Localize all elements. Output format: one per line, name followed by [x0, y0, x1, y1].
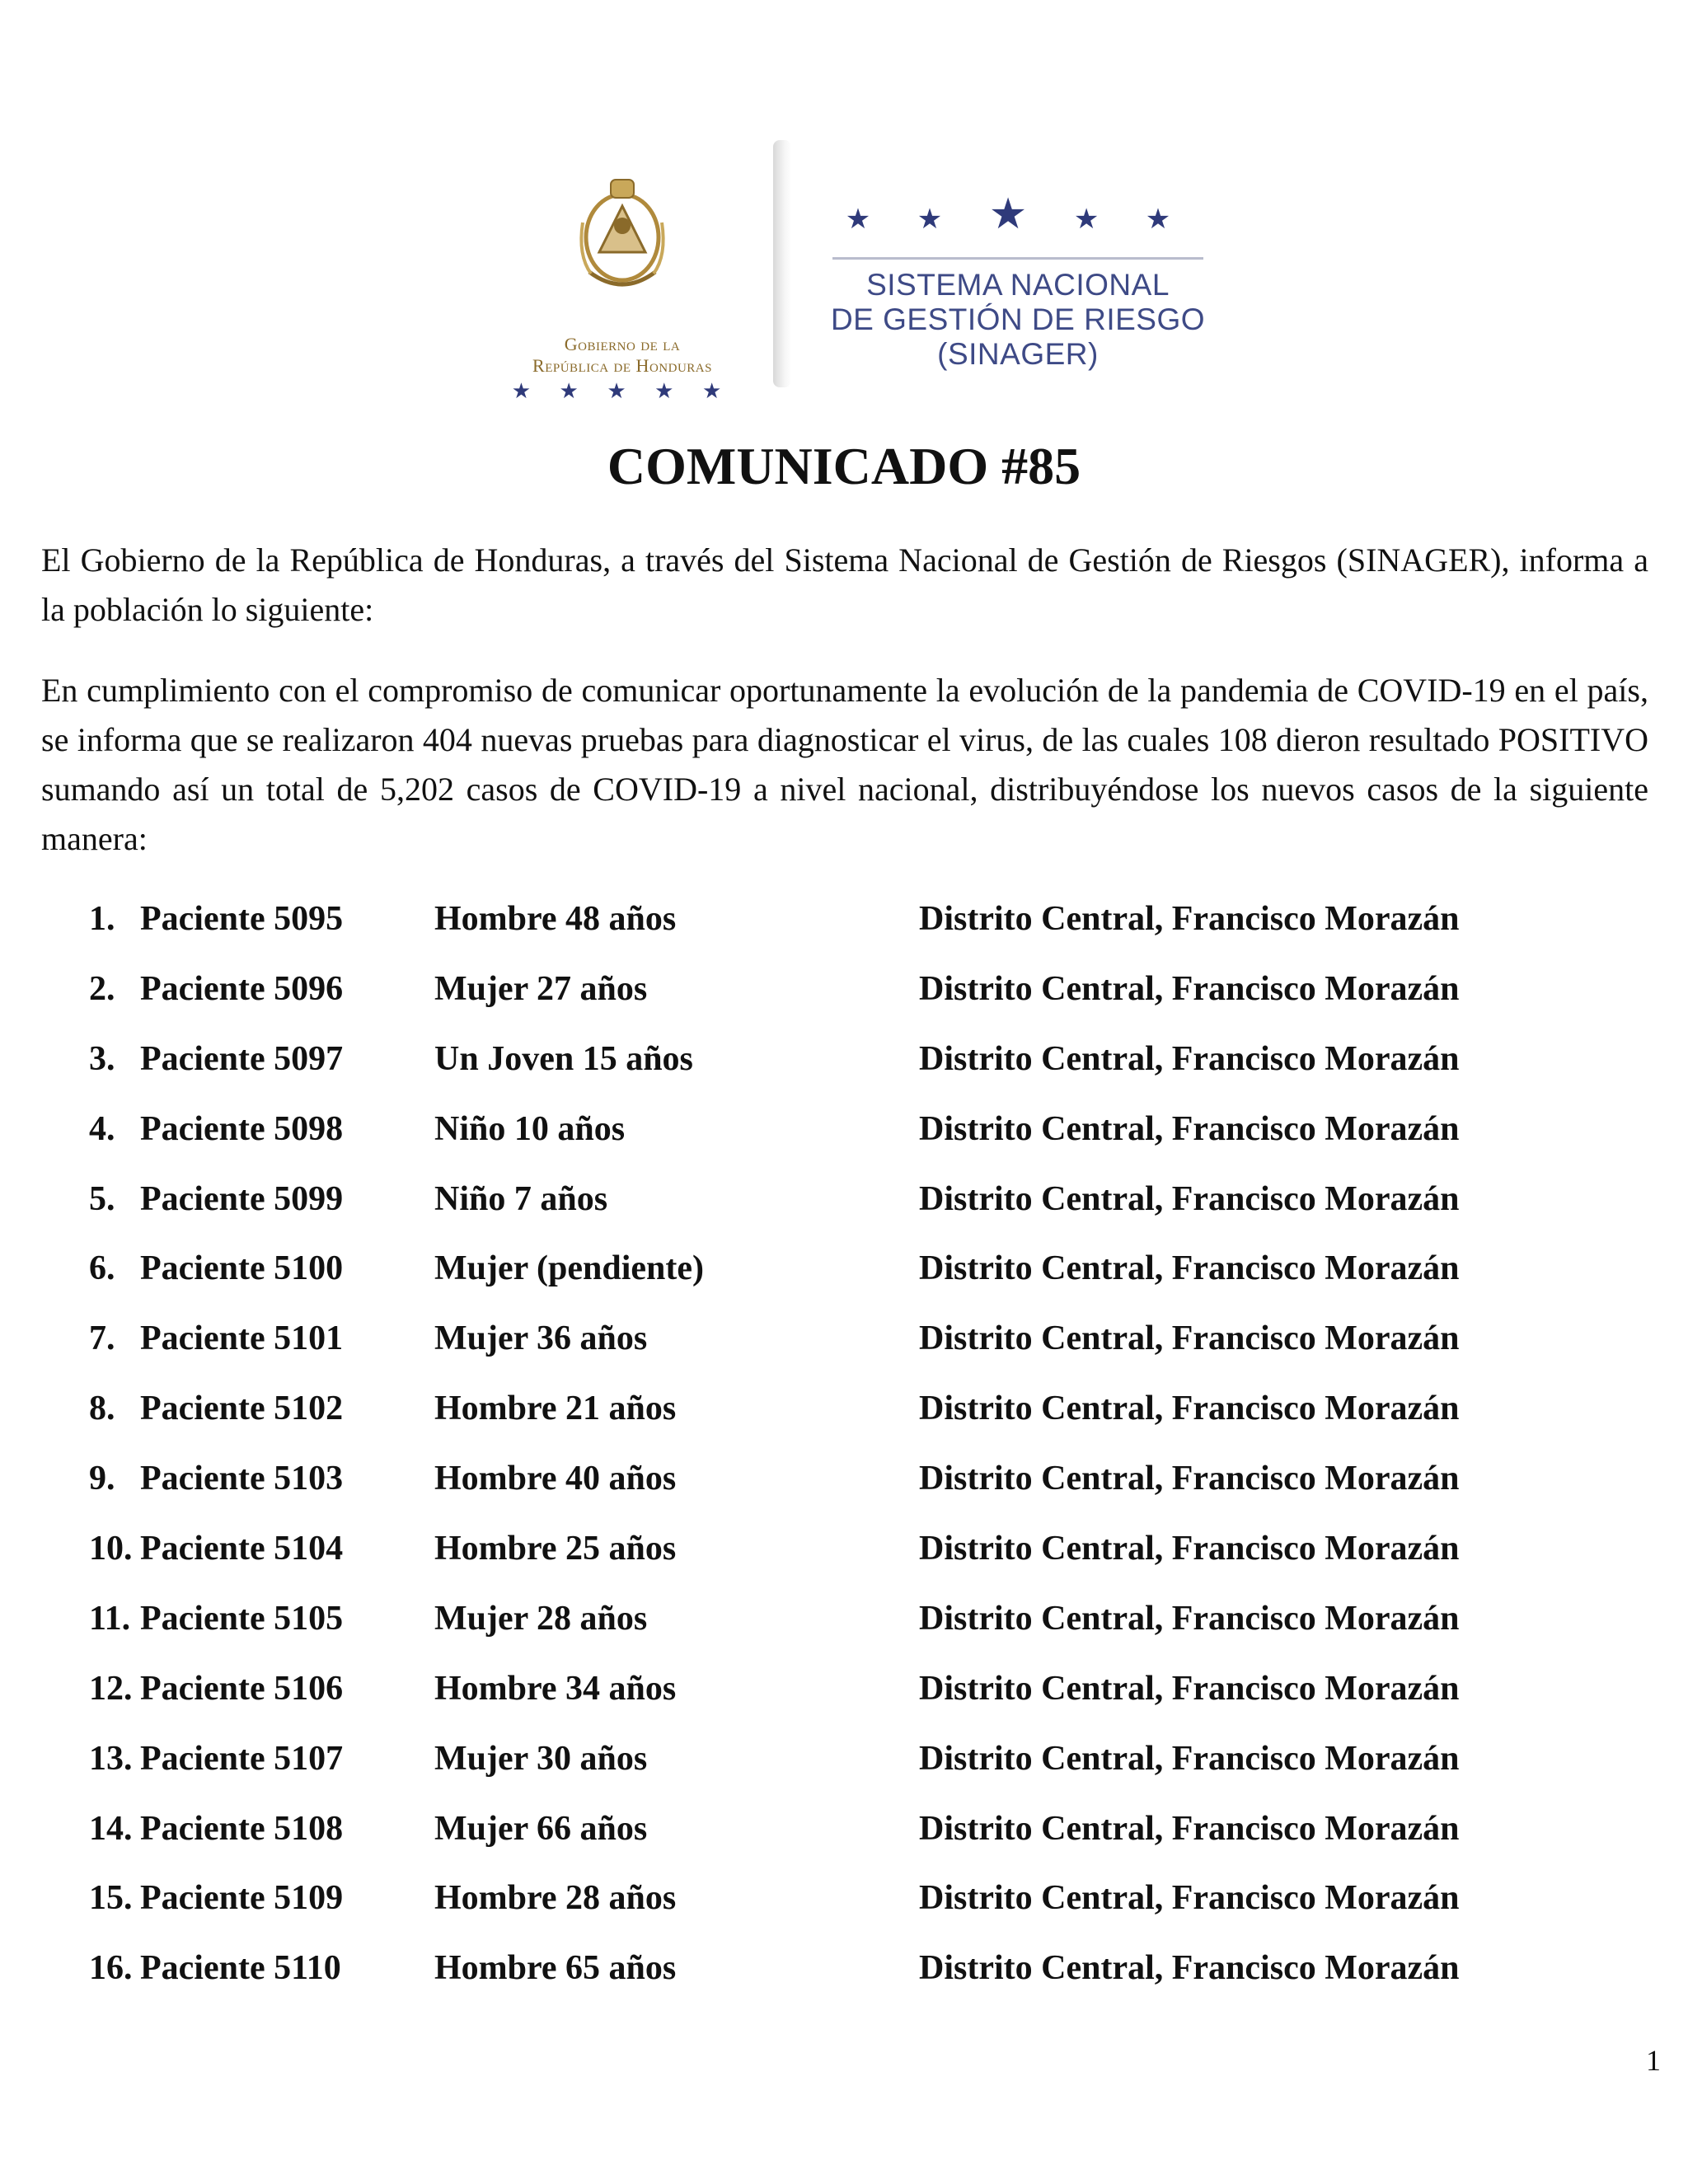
case-patient: Paciente 5106: [140, 1669, 344, 1708]
list-item: [41, 1170, 1648, 1240]
case-description: Mujer (pendiente): [434, 1249, 704, 1288]
list-item: [41, 1660, 1648, 1730]
case-patient: Paciente 5105: [140, 1599, 344, 1638]
case-description: Hombre 28 años: [434, 1879, 677, 1918]
case-number: 6.: [89, 1249, 115, 1288]
list-item: [41, 1310, 1648, 1380]
list-item: [41, 1939, 1648, 2009]
case-description: Hombre 21 años: [434, 1390, 677, 1428]
case-number: 10.: [89, 1530, 133, 1568]
case-patient: Paciente 5099: [140, 1179, 344, 1218]
sinager-name-line1: SISTEMA NACIONAL: [866, 268, 1170, 302]
case-location: Distrito Central, Francisco Morazán: [919, 1809, 1460, 1848]
case-patient: Paciente 5100: [140, 1249, 344, 1288]
case-patient: Paciente 5110: [140, 1949, 341, 1988]
case-location: Distrito Central, Francisco Morazán: [919, 1039, 1460, 1078]
case-description: Hombre 25 años: [434, 1530, 677, 1568]
government-stars-icon: ★ ★ ★ ★ ★: [511, 379, 734, 403]
sinager-rule: [832, 257, 1203, 260]
government-name-line1: Gobierno de la: [564, 334, 681, 354]
case-number: 2.: [89, 969, 115, 1008]
case-patient: Paciente 5101: [140, 1319, 344, 1358]
case-location: Distrito Central, Francisco Morazán: [919, 1460, 1460, 1498]
list-item: [41, 1100, 1648, 1170]
government-name-line2: República de Honduras: [532, 355, 712, 376]
list-item: [41, 1380, 1648, 1450]
document-header: [495, 140, 1220, 403]
list-item: [41, 1869, 1648, 1939]
case-number: 1.: [89, 900, 115, 938]
case-description: Mujer 66 años: [434, 1809, 648, 1848]
case-description: Hombre 48 años: [434, 900, 677, 938]
case-number: 8.: [89, 1390, 115, 1428]
case-number: 12.: [89, 1669, 133, 1708]
case-location: Distrito Central, Francisco Morazán: [919, 1669, 1460, 1708]
list-item: [41, 1730, 1648, 1800]
case-number: 16.: [89, 1949, 133, 1988]
case-number: 13.: [89, 1739, 133, 1778]
list-item: [41, 1590, 1648, 1660]
case-location: Distrito Central, Francisco Morazán: [919, 1109, 1460, 1148]
sinager-name: [824, 268, 1212, 372]
case-patient: Paciente 5108: [140, 1809, 344, 1848]
logo-divider: [773, 140, 791, 387]
case-description: Hombre 34 años: [434, 1669, 677, 1708]
case-patient: Paciente 5095: [140, 900, 344, 938]
case-patient: Paciente 5097: [140, 1039, 344, 1078]
case-number: 9.: [89, 1460, 115, 1498]
sinager-stars-icon: ★ ★ ★ ★ ★: [845, 191, 1191, 238]
case-location: Distrito Central, Francisco Morazán: [919, 1530, 1460, 1568]
list-item: [41, 1520, 1648, 1590]
case-description: Niño 7 años: [434, 1179, 608, 1218]
case-location: Distrito Central, Francisco Morazán: [919, 1879, 1460, 1918]
case-location: Distrito Central, Francisco Morazán: [919, 1249, 1460, 1288]
list-item: [41, 1450, 1648, 1520]
case-patient: Paciente 5098: [140, 1109, 344, 1148]
case-patient: Paciente 5096: [140, 969, 344, 1008]
case-number: 4.: [89, 1109, 115, 1148]
document-title: COMUNICADO #85: [607, 437, 1081, 495]
list-item: [41, 1800, 1648, 1870]
case-patient: Paciente 5107: [140, 1739, 344, 1778]
case-number: 3.: [89, 1039, 115, 1078]
case-number: 5.: [89, 1179, 115, 1218]
intro-paragraph: El Gobierno de la República de Honduras, a través del Sistema Nacional de Gestión de Riesgos (SINAGER), informa a la población lo siguiente:: [41, 541, 1648, 628]
case-patient: Paciente 5102: [140, 1390, 344, 1428]
government-logo: [495, 173, 750, 403]
cases-list: [41, 890, 1648, 2009]
case-number: 15.: [89, 1879, 133, 1918]
sinager-logo: [824, 190, 1212, 387]
case-location: Distrito Central, Francisco Morazán: [919, 969, 1460, 1008]
case-number: 11.: [89, 1599, 131, 1638]
case-description: Hombre 40 años: [434, 1460, 677, 1498]
case-location: Distrito Central, Francisco Morazán: [919, 1179, 1460, 1218]
page-number: 1: [1646, 2044, 1661, 2077]
case-description: Hombre 65 años: [434, 1949, 677, 1988]
case-description: Mujer 28 años: [434, 1599, 648, 1638]
case-number: 14.: [89, 1809, 133, 1848]
list-item: [41, 960, 1648, 1030]
case-location: Distrito Central, Francisco Morazán: [919, 1949, 1460, 1988]
sinager-name-line3: (SINAGER): [937, 337, 1099, 371]
list-item: [41, 1240, 1648, 1310]
list-item: [41, 890, 1648, 960]
government-name: [495, 334, 750, 377]
case-location: Distrito Central, Francisco Morazán: [919, 1319, 1460, 1358]
case-patient: Paciente 5109: [140, 1879, 344, 1918]
case-location: Distrito Central, Francisco Morazán: [919, 900, 1460, 938]
sinager-name-line2: DE GESTIÓN DE RIESGO: [830, 302, 1206, 336]
case-description: Niño 10 años: [434, 1109, 626, 1148]
case-patient: Paciente 5104: [140, 1530, 344, 1568]
case-location: Distrito Central, Francisco Morazán: [919, 1390, 1460, 1428]
case-description: Mujer 30 años: [434, 1739, 648, 1778]
body-paragraph: En cumplimiento con el compromiso de comunicar oportunamente la evolución de la pandemia de COVID-19 en el país, se informa que se realizaron 404 nuevas pruebas para diagnosticar el virus, de las cuales 108 dieron resultado POSITIVO sumando así un total de 5,202 casos de COVID-19 a nivel nacional, distribuyéndose los nuevos casos de la siguiente manera:: [41, 672, 1648, 857]
case-number: 7.: [89, 1319, 115, 1358]
case-description: Mujer 36 años: [434, 1319, 648, 1358]
case-patient: Paciente 5103: [140, 1460, 344, 1498]
case-location: Distrito Central, Francisco Morazán: [919, 1599, 1460, 1638]
case-description: Un Joven 15 años: [434, 1039, 693, 1078]
list-item: [41, 1030, 1648, 1100]
case-description: Mujer 27 años: [434, 969, 648, 1008]
case-location: Distrito Central, Francisco Morazán: [919, 1739, 1460, 1778]
coat-of-arms-icon: [573, 173, 672, 297]
